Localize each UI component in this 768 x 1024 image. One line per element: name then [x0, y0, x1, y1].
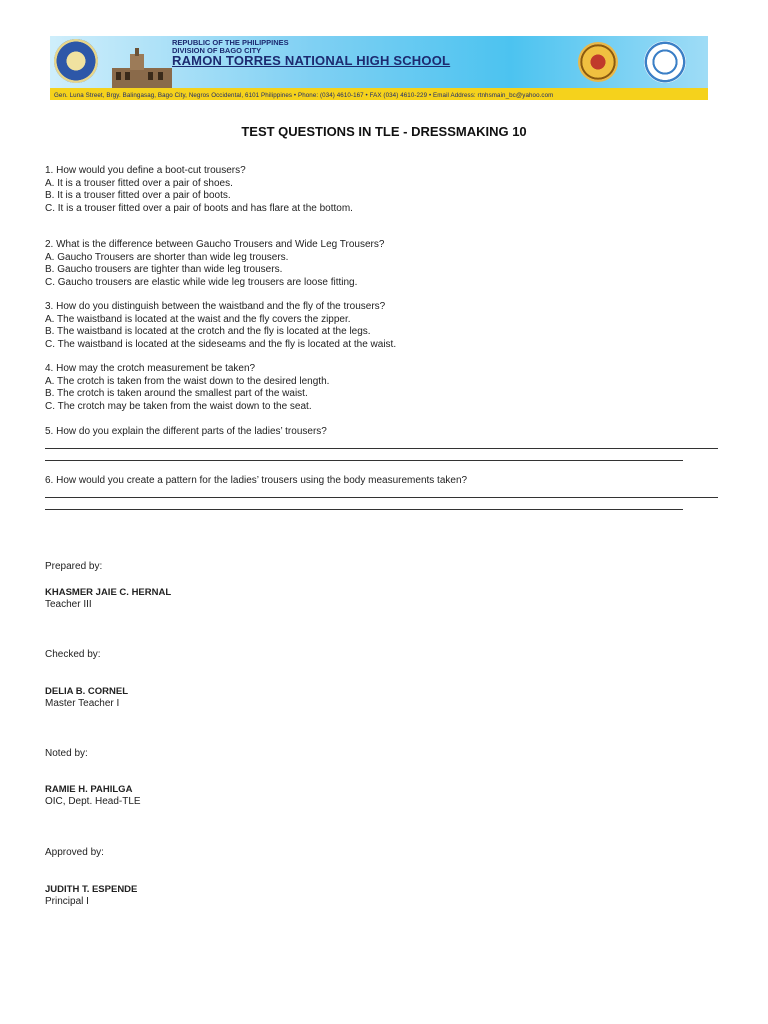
noted-by-position: OIC, Dept. Head-TLE — [45, 796, 141, 807]
checked-by-name: DELIA B. CORNEL — [45, 686, 129, 697]
prepared-by-label: Prepared by: — [45, 561, 103, 572]
school-seal-icon — [644, 41, 686, 83]
prepared-by-name: KHASMER JAIE C. HERNAL — [45, 587, 172, 598]
prepared-by-position: Teacher III — [45, 599, 92, 610]
question-3-option-a: A. The waistband is located at the waist and the fly covers the zipper. — [45, 313, 351, 325]
school-letterhead — [50, 36, 708, 100]
page-title: TEST QUESTIONS IN TLE - DRESSMAKING 10 — [241, 124, 527, 139]
question-2-option-b: B. Gaucho trousers are tighter than wide leg trousers. — [45, 264, 283, 275]
question-1: 1. How would you define a boot-cut trousers? — [45, 165, 246, 176]
approved-by-name: JUDITH T. ESPENDE — [45, 884, 138, 895]
question-3-option-b: B. The waistband is located at the crotch and the fly is located at the legs. — [45, 326, 371, 337]
question-4-option-c: C. The crotch may be taken from the waist down to the seat. — [45, 400, 312, 412]
noted-by-name: RAMIE H. PAHILGA — [45, 784, 133, 795]
question-1-option-c: C. It is a trouser fitted over a pair of boots and has flare at the bottom. — [45, 202, 353, 214]
answer-line — [45, 509, 683, 510]
answer-line — [45, 448, 718, 449]
checked-by-position: Master Teacher I — [45, 698, 120, 709]
answer-line — [45, 460, 683, 461]
question-5: 5. How do you explain the different parts of the ladies’ trousers? — [45, 426, 327, 437]
checked-by-label: Checked by: — [45, 649, 101, 660]
noted-by-label: Noted by: — [45, 748, 88, 759]
question-2-option-a: A. Gaucho Trousers are shorter than wide leg trousers. — [45, 251, 289, 263]
question-4-option-b: B. The crotch is taken around the smallest part of the waist. — [45, 388, 308, 399]
question-2: 2. What is the difference between Gaucho Trousers and Wide Leg Trousers? — [45, 239, 385, 250]
question-2-option-c: C. Gaucho trousers are elastic while wide leg trousers are loose fitting. — [45, 276, 358, 288]
approved-by-label: Approved by: — [45, 847, 104, 858]
school-address: Gen. Luna Street, Brgy. Balingasag, Bago City, Negros Occidental, 6101 Philippines • Phone: (034) 4610-167 • FAX (034) 4610-229 • Email Address: rtnhsmain_bc@yahoo.com — [54, 92, 554, 99]
answer-line — [45, 497, 718, 498]
question-1-option-a: A. It is a trouser fitted over a pair of shoes. — [45, 177, 233, 189]
question-3: 3. How do you distinguish between the waistband and the fly of the trousers? — [45, 301, 386, 312]
bago-city-seal-icon — [578, 42, 618, 82]
question-4: 4. How may the crotch measurement be taken? — [45, 363, 256, 374]
school-name: RAMON TORRES NATIONAL HIGH SCHOOL — [172, 53, 451, 68]
republic-text: REPUBLIC OF THE PHILIPPINES — [172, 38, 289, 47]
question-6: 6. How would you create a pattern for the ladies’ trousers using the body measurements taken? — [45, 475, 468, 486]
question-1-option-b: B. It is a trouser fitted over a pair of boots. — [45, 190, 231, 201]
address-strip — [50, 88, 708, 100]
question-4-option-a: A. The crotch is taken from the waist down to the desired length. — [45, 375, 330, 387]
division-text: DIVISION OF BAGO CITY — [172, 46, 262, 55]
approved-by-position: Principal I — [45, 896, 89, 907]
deped-seal-icon — [54, 39, 98, 83]
question-3-option-c: C. The waistband is located at the sideseams and the fly is located at the waist. — [45, 338, 397, 350]
